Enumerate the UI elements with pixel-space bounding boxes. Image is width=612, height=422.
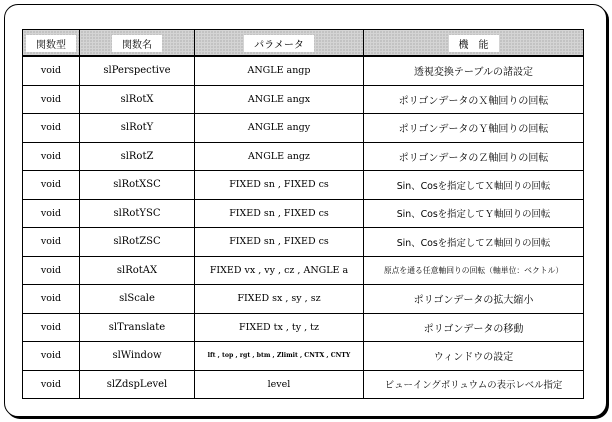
parameter-cell: FIXED sn , FIXED cs: [195, 228, 364, 257]
parameter-cell: ANGLE angy: [195, 114, 364, 143]
table-row: [23, 85, 584, 114]
header-return-type: [23, 30, 80, 57]
parameter-cell: FIXED tx , ty , tz: [195, 313, 364, 342]
function-name-cell: slRotAX: [80, 256, 195, 285]
description-cell: ポリゴンデータの拡大縮小: [364, 285, 584, 314]
parameter-cell: lft , top , rgt , btm , Zlimit , CNTX , CNTY: [195, 342, 364, 371]
header-function-name: [80, 30, 195, 57]
parameter-cell: ANGLE angx: [195, 85, 364, 114]
return-type-cell: void: [23, 285, 80, 314]
function-name-cell: slRotXSC: [80, 171, 195, 200]
header-label: 関数名: [112, 35, 162, 52]
function-name-cell: slScale: [80, 285, 195, 314]
table-row: [23, 142, 584, 171]
function-name-cell: slWindow: [80, 342, 195, 371]
function-name-cell: slPerspective: [80, 56, 195, 85]
header-label: 機 能: [449, 35, 499, 52]
header-row: [23, 30, 584, 57]
parameter-cell: ANGLE angp: [195, 56, 364, 85]
table-row: [23, 199, 584, 228]
return-type-cell: void: [23, 370, 80, 399]
header-label: 関数型: [26, 35, 76, 52]
description-cell: ウィンドウの設定: [364, 342, 584, 371]
function-name-cell: slZdspLevel: [80, 370, 195, 399]
description-cell: 原点を通る任意軸回りの回転（軸単位：ベクトル）: [364, 256, 584, 285]
function-name-cell: slRotYSC: [80, 199, 195, 228]
description-cell: 透視変換テーブルの諸設定: [364, 56, 584, 85]
function-name-cell: slRotY: [80, 114, 195, 143]
table-row: [23, 171, 584, 200]
parameter-cell: FIXED sx , sy , sz: [195, 285, 364, 314]
header-parameters: [195, 30, 364, 57]
return-type-cell: void: [23, 171, 80, 200]
parameter-cell: FIXED vx , vy , cz , ANGLE a: [195, 256, 364, 285]
description-cell: ポリゴンデータのＹ軸回りの回転: [364, 114, 584, 143]
table-row: [23, 114, 584, 143]
description-cell: ポリゴンデータのＸ軸回りの回転: [364, 85, 584, 114]
function-name-cell: slTranslate: [80, 313, 195, 342]
function-name-cell: slRotZSC: [80, 228, 195, 257]
return-type-cell: void: [23, 114, 80, 143]
return-type-cell: void: [23, 199, 80, 228]
function-table: [22, 29, 584, 399]
parameter-cell: ANGLE angz: [195, 142, 364, 171]
return-type-cell: void: [23, 342, 80, 371]
return-type-cell: void: [23, 85, 80, 114]
table-row: [23, 228, 584, 257]
header-function: [364, 30, 584, 57]
description-cell: Sin、Cosを指定してＺ軸回りの回転: [364, 228, 584, 257]
function-name-cell: slRotZ: [80, 142, 195, 171]
return-type-cell: void: [23, 142, 80, 171]
table-row: [23, 342, 584, 371]
description-cell: ビューイングボリュウムの表示レベル指定: [364, 370, 584, 399]
description-cell: ポリゴンデータのＺ軸回りの回転: [364, 142, 584, 171]
description-cell: ポリゴンデータの移動: [364, 313, 584, 342]
description-cell: Sin、Cosを指定してＹ軸回りの回転: [364, 199, 584, 228]
parameter-cell: FIXED sn , FIXED cs: [195, 199, 364, 228]
return-type-cell: void: [23, 313, 80, 342]
header-label: パラメータ: [244, 35, 314, 52]
function-name-cell: slRotX: [80, 85, 195, 114]
table-row: [23, 313, 584, 342]
return-type-cell: void: [23, 256, 80, 285]
table-row: [23, 256, 584, 285]
description-cell: Sin、Cosを指定してＸ軸回りの回転: [364, 171, 584, 200]
table-row: [23, 285, 584, 314]
parameter-cell: level: [195, 370, 364, 399]
table-row: [23, 56, 584, 85]
parameter-cell: FIXED sn , FIXED cs: [195, 171, 364, 200]
table-row: [23, 370, 584, 399]
return-type-cell: void: [23, 56, 80, 85]
return-type-cell: void: [23, 228, 80, 257]
